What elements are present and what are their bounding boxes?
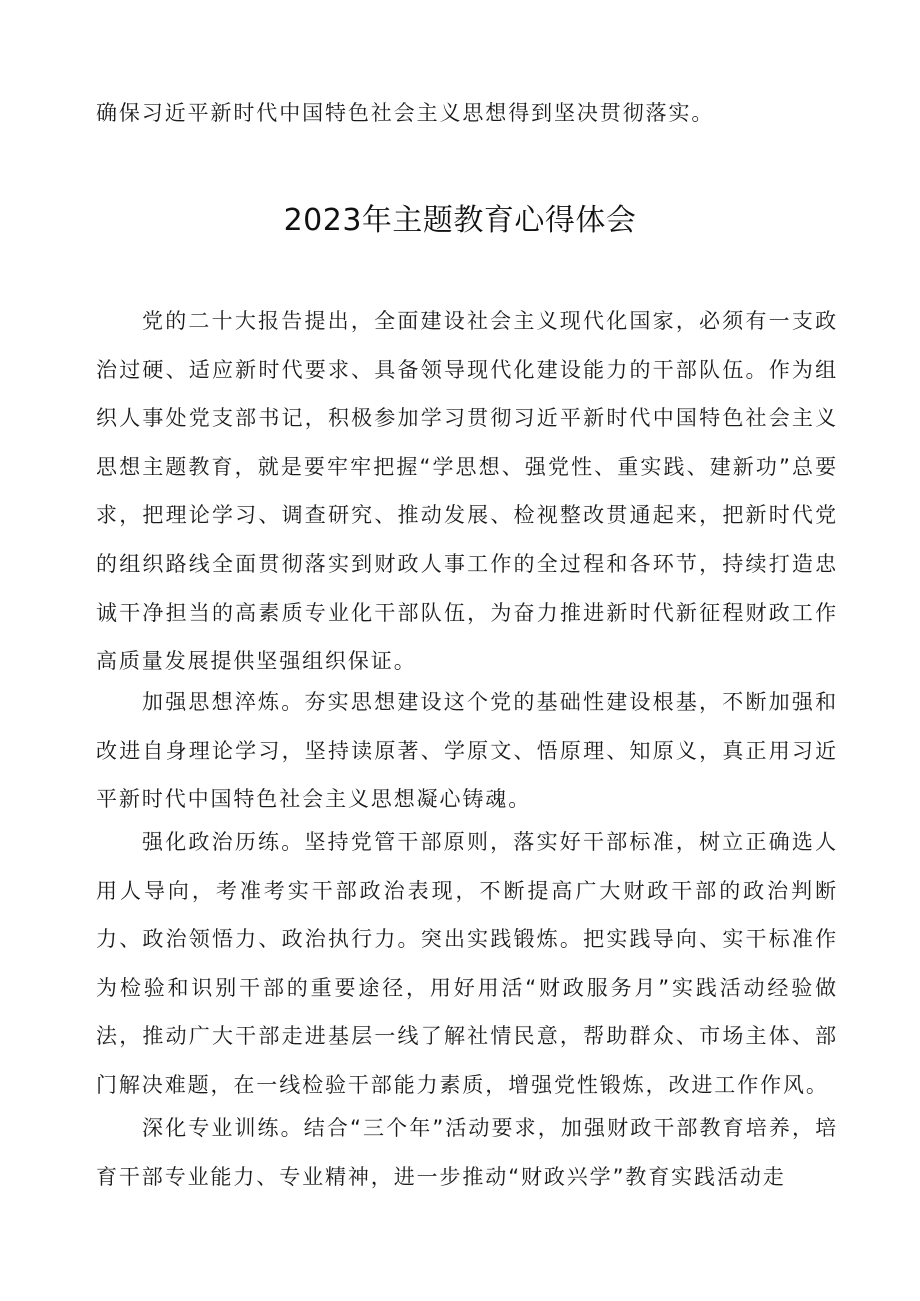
page-title: 2023年主题教育心得体会 <box>283 203 637 238</box>
paragraph: 深化专业训练。结合“三个年”活动要求，加强财政干部教育培养，培育干部专业能力、专业精神，进一步推动“财政兴学”教育实践活动走 <box>96 1116 838 1189</box>
lead-line: 确保习近平新时代中国特色社会主义思想得到坚决贯彻落实。 <box>96 101 715 125</box>
paragraph: 党的二十大报告提出，全面建设社会主义现代化国家，必须有一支政治过硬、适应新时代要求、具备领导现代化建设能力的干部队伍。作为组织人事处党支部书记，积极参加学习贯彻习近平新时代中国特色社会主义思想主题教育，就是要牢牢把握“学思想、强党性、重实践、建新功”总要求，把理论学习、调查研究、推动发展、检视整改贯通起来，把新时代党的组织路线全面贯彻落实到财政人事工作的全过程和各环节，持续打造忠诚干净担当的高素质专业化干部队伍，为奋力推进新时代新征程财政工作高质量发展提供坚强组织保证。 <box>96 309 838 674</box>
paragraph: 强化政治历练。坚持党管干部原则，落实好干部标准，树立正确选人用人导向，考准考实干部政治表现，不断提高广大财政干部的政治判断力、政治领悟力、政治执行力。突出实践锻炼。把实践导向、实干标准作为检验和识别干部的重要途径，用好用活“财政服务月”实践活动经验做法，推动广大干部走进基层一线了解社情民意，帮助群众、市场主体、部门解决难题，在一线检验干部能力素质，增强党性锻炼，改进工作作风。 <box>96 830 838 1097</box>
paragraph: 加强思想淬炼。夯实思想建设这个党的基础性建设根基，不断加强和改进自身理论学习，坚持读原著、学原文、悟原理、知原义，真正用习近平新时代中国特色社会主义思想凝心铸魂。 <box>96 690 838 812</box>
